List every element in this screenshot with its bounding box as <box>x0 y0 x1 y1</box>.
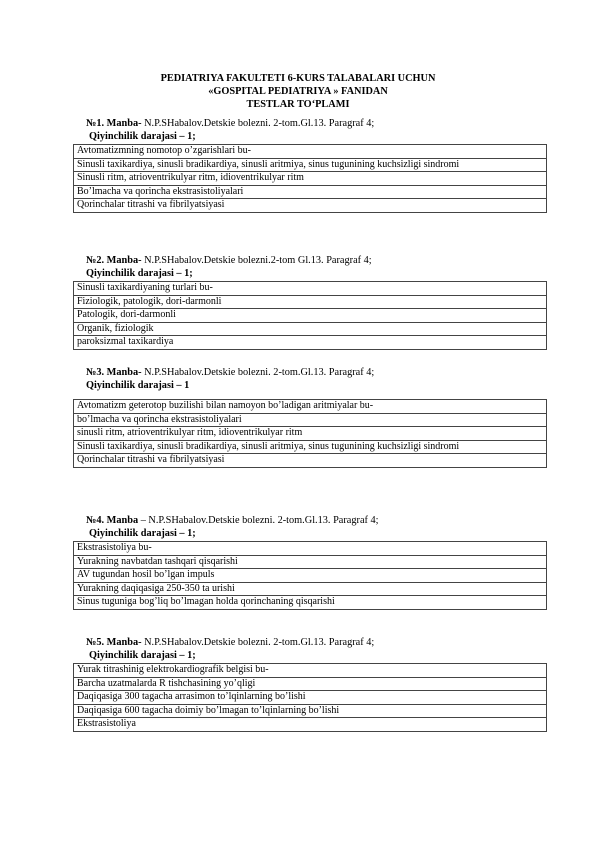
answer-option: Daqiqasiga 300 tagacha arrasimon to’lqinlarning bo’lishi <box>74 691 547 705</box>
table-row <box>74 400 547 414</box>
answer-option: Organik, fiziologik <box>74 322 547 336</box>
question-stem: Avtomatizmning nomotop o’zgarishlari bu- <box>74 145 547 159</box>
table-row <box>74 185 547 199</box>
table-row <box>74 691 547 705</box>
question-2 <box>0 254 596 350</box>
question-source: N.P.SHabalov.Detskie bolezni. 2-tom.Gl.13. Paragraf 4; <box>141 637 375 648</box>
table-row <box>74 413 547 427</box>
question-source-line <box>86 366 596 379</box>
answer-option: paroksizmal taxikardiya <box>74 336 547 350</box>
answer-option: Qorinchalar titrashi va fibrilyatsiyasi <box>74 454 547 468</box>
table-row <box>74 569 547 583</box>
question-stem: Ekstrasistoliya bu- <box>74 542 547 556</box>
question-3 <box>0 366 596 468</box>
question-number: №5. Manba- <box>86 637 142 648</box>
header-line-3: TESTLAR TO‘PLAMI <box>246 99 350 110</box>
question-source-line <box>86 514 596 527</box>
question-stem: Avtomatizm geterotop buzilishi bilan namoyon bo’ladigan aritmiyalar bu- <box>74 400 547 414</box>
difficulty-level: Qiyinchilik darajasi – 1; <box>89 650 196 661</box>
answer-table <box>73 144 547 213</box>
difficulty-level: Qiyinchilik darajasi – 1; <box>86 268 193 279</box>
question-number: №2. Manba- <box>86 255 142 266</box>
question-number: №4. Manba <box>86 515 139 526</box>
table-row <box>74 704 547 718</box>
answer-option: Fiziologik, patologik, dori-darmonli <box>74 295 547 309</box>
question-number: №1. Manba- <box>86 118 142 129</box>
table-row <box>74 336 547 350</box>
answer-option: Sinusli ritm, atrioventrikulyar ritm, idioventrikulyar ritm <box>74 172 547 186</box>
table-row <box>74 172 547 186</box>
answer-option: sinusli ritm, atrioventrikulyar ritm, idioventrikulyar ritm <box>74 427 547 441</box>
question-5 <box>0 636 596 732</box>
question-source-line <box>86 117 596 130</box>
table-row <box>74 555 547 569</box>
answer-option: Qorinchalar titrashi va fibrilyatsiyasi <box>74 199 547 213</box>
table-row <box>74 322 547 336</box>
question-4 <box>0 514 596 610</box>
question-stem: Yurak titrashinig elektrokardiografik belgisi bu- <box>74 664 547 678</box>
answer-option: Yurakning daqiqasiga 250-350 ta urishi <box>74 582 547 596</box>
table-row <box>74 596 547 610</box>
answer-table <box>73 399 547 468</box>
table-row <box>74 718 547 732</box>
table-row <box>74 440 547 454</box>
question-source-line <box>86 254 596 267</box>
question-source: – N.P.SHabalov.Detskie bolezni. 2-tom.Gl.13. Paragraf 4; <box>138 515 379 526</box>
table-row <box>74 582 547 596</box>
table-row <box>74 454 547 468</box>
answer-option: Sinusli taxikardiya, sinusli bradikardiya, sinusli aritmiya, sinus tugunining kuchsizligi sindromi <box>74 158 547 172</box>
answer-option: AV tugundan hosil bo’lgan impuls <box>74 569 547 583</box>
table-row <box>74 282 547 296</box>
answer-table <box>73 663 547 732</box>
difficulty-level: Qiyinchilik darajasi – 1; <box>89 528 196 539</box>
answer-option: Yurakning navbatdan tashqari qisqarishi <box>74 555 547 569</box>
table-row <box>74 664 547 678</box>
header-line-1: PEDIATRIYA FAKULTETI 6-KURS TALABALARI UCHUN <box>160 73 436 84</box>
table-row <box>74 309 547 323</box>
question-source: N.P.SHabalov.Detskie bolezni.2-tom Gl.13. Paragraf 4; <box>141 255 372 266</box>
answer-option: Sinusli taxikardiya, sinusli bradikardiya, sinusli aritmiya, sinus tugunining kuchsizligi sindromi <box>74 440 547 454</box>
answer-option: bo’lmacha va qorincha ekstrasistoliyalari <box>74 413 547 427</box>
table-row <box>74 158 547 172</box>
table-row <box>74 677 547 691</box>
header-line-2: «GOSPITAL PEDIATRIYA » FANIDAN <box>208 86 388 97</box>
table-row <box>74 542 547 556</box>
table-row <box>74 145 547 159</box>
answer-option: Barcha uzatmalarda R tishchasining yo’qligi <box>74 677 547 691</box>
difficulty-level: Qiyinchilik darajasi – 1 <box>86 380 190 391</box>
answer-option: Bo’lmacha va qorincha ekstrasistoliyalari <box>74 185 547 199</box>
answer-option: Daqiqasiga 600 tagacha doimiy bo’lmagan to’lqinlarning bo’lishi <box>74 704 547 718</box>
question-number: №3. Manba- <box>86 367 142 378</box>
question-stem: Sinusli taxikardiyaning turlari bu- <box>74 282 547 296</box>
table-row <box>74 427 547 441</box>
question-1 <box>0 117 596 213</box>
answer-table <box>73 541 547 610</box>
document-header <box>0 72 596 111</box>
question-source-line <box>86 636 596 649</box>
answer-option: Patologik, dori-darmonli <box>74 309 547 323</box>
table-row <box>74 295 547 309</box>
answer-option: Sinus tuguniga bog’liq bo’lmagan holda qorinchaning qisqarishi <box>74 596 547 610</box>
answer-table <box>73 281 547 350</box>
difficulty-level: Qiyinchilik darajasi – 1; <box>89 131 196 142</box>
question-source: N.P.SHabalov.Detskie bolezni. 2-tom.Gl.13. Paragraf 4; <box>141 118 375 129</box>
answer-option: Ekstrasistoliya <box>74 718 547 732</box>
table-row <box>74 199 547 213</box>
question-source: N.P.SHabalov.Detskie bolezni. 2-tom.Gl.13. Paragraf 4; <box>141 367 375 378</box>
